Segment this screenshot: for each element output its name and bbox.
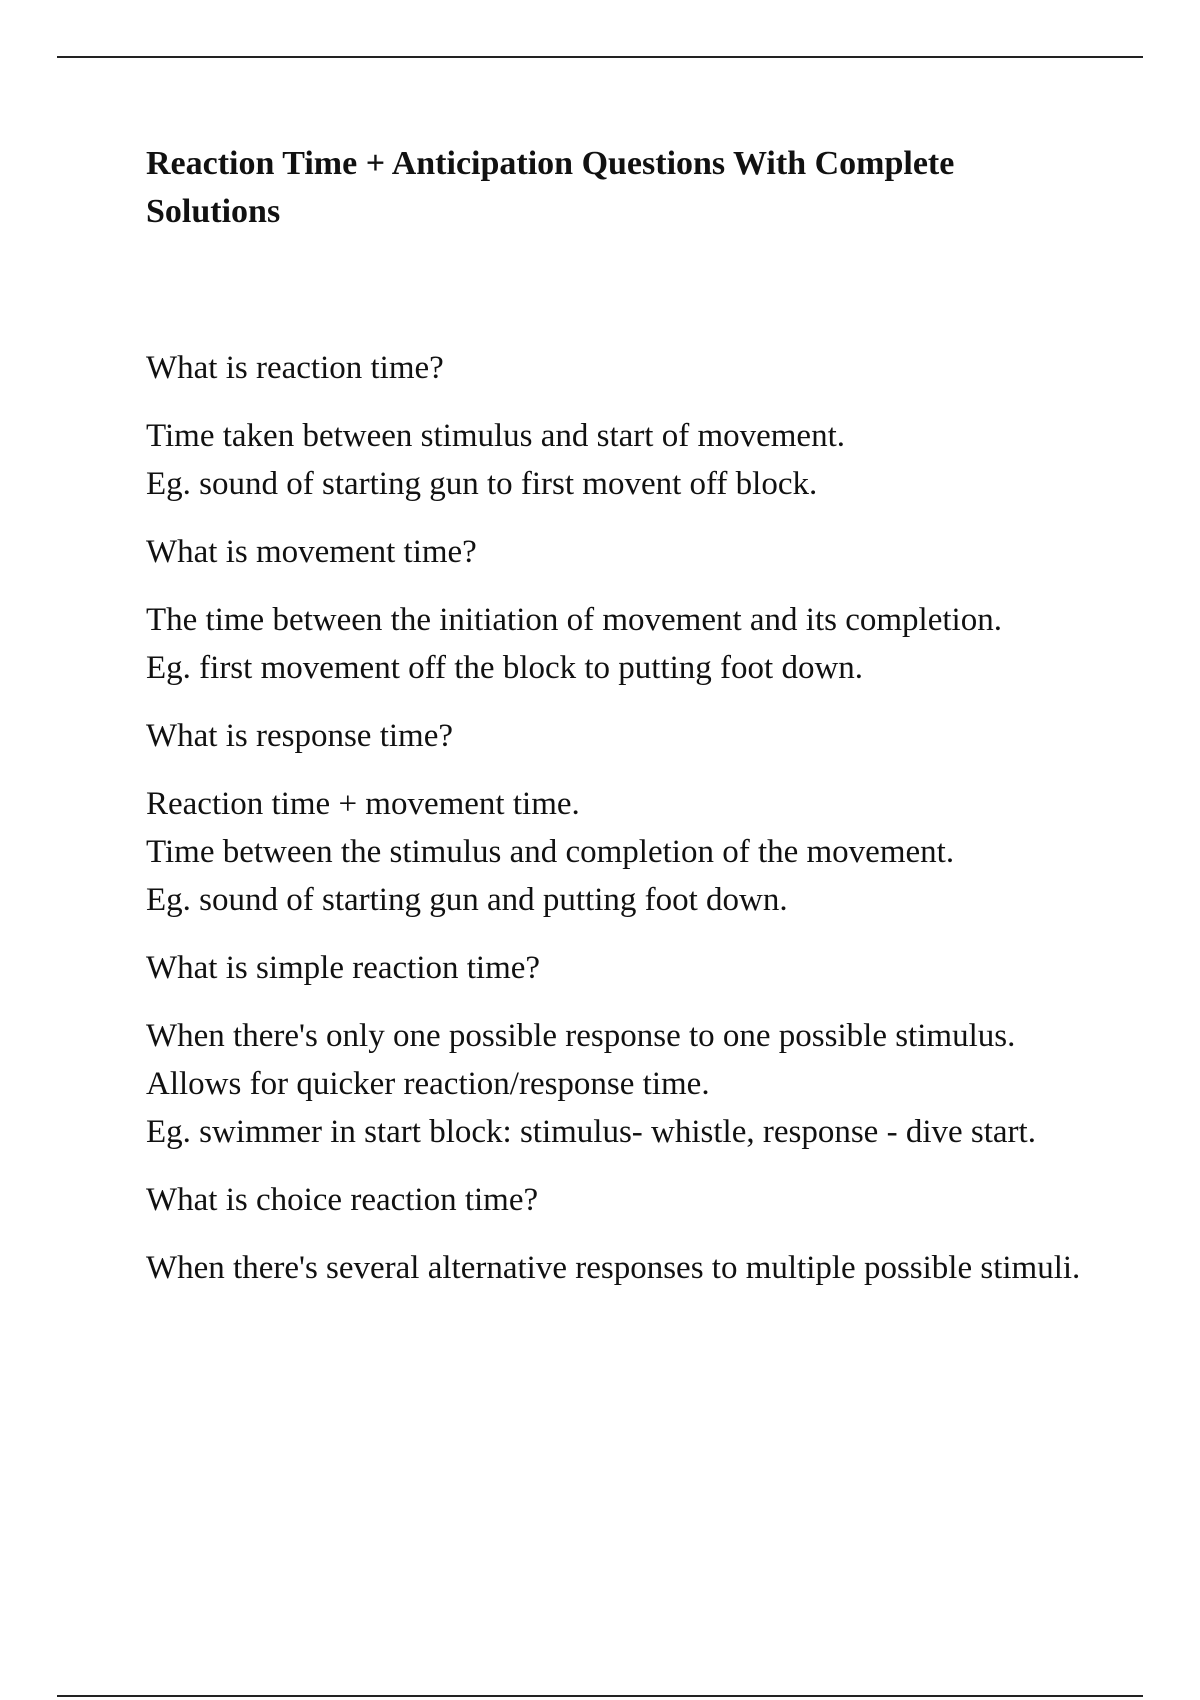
answer-line: Time between the stimulus and completion of the movement. <box>146 834 955 870</box>
answer-line: Reaction time + movement time. <box>146 786 580 822</box>
answer-line: Time taken between stimulus and start of movement. <box>146 418 845 454</box>
document-body <box>146 140 1106 1312</box>
answer-line: Eg. swimmer in start block: stimulus- whistle, response - dive start. <box>146 1114 1036 1150</box>
footer-rule <box>57 1695 1143 1697</box>
answer-line: Eg. sound of starting gun and putting foot down. <box>146 882 788 918</box>
question-text: What is choice reaction time? <box>146 1182 539 1218</box>
answer-text <box>146 780 1106 924</box>
answer-text <box>146 1012 1106 1156</box>
qa-item <box>146 944 1106 1156</box>
answer-text <box>146 412 1106 508</box>
question-text: What is response time? <box>146 718 453 754</box>
qa-item <box>146 1176 1106 1292</box>
question-text: What is reaction time? <box>146 350 444 386</box>
qa-list <box>146 344 1106 1292</box>
header-rule <box>57 56 1143 58</box>
qa-item <box>146 344 1106 508</box>
answer-line: When there's several alternative responses to multiple possible stimuli. <box>146 1250 1081 1286</box>
answer-line: Eg. first movement off the block to putting foot down. <box>146 650 864 686</box>
answer-text <box>146 1244 1106 1292</box>
answer-text <box>146 596 1106 692</box>
document-title: Reaction Time + Anticipation Questions With Complete Solutions <box>146 145 955 230</box>
qa-item <box>146 712 1106 924</box>
answer-line: Eg. sound of starting gun to first movent off block. <box>146 466 818 502</box>
answer-line: Allows for quicker reaction/response time. <box>146 1066 710 1102</box>
question-text: What is simple reaction time? <box>146 950 541 986</box>
answer-line: When there's only one possible response to one possible stimulus. <box>146 1018 1016 1054</box>
question-text: What is movement time? <box>146 534 477 570</box>
qa-item <box>146 528 1106 692</box>
answer-line: The time between the initiation of movement and its completion. <box>146 602 1002 638</box>
